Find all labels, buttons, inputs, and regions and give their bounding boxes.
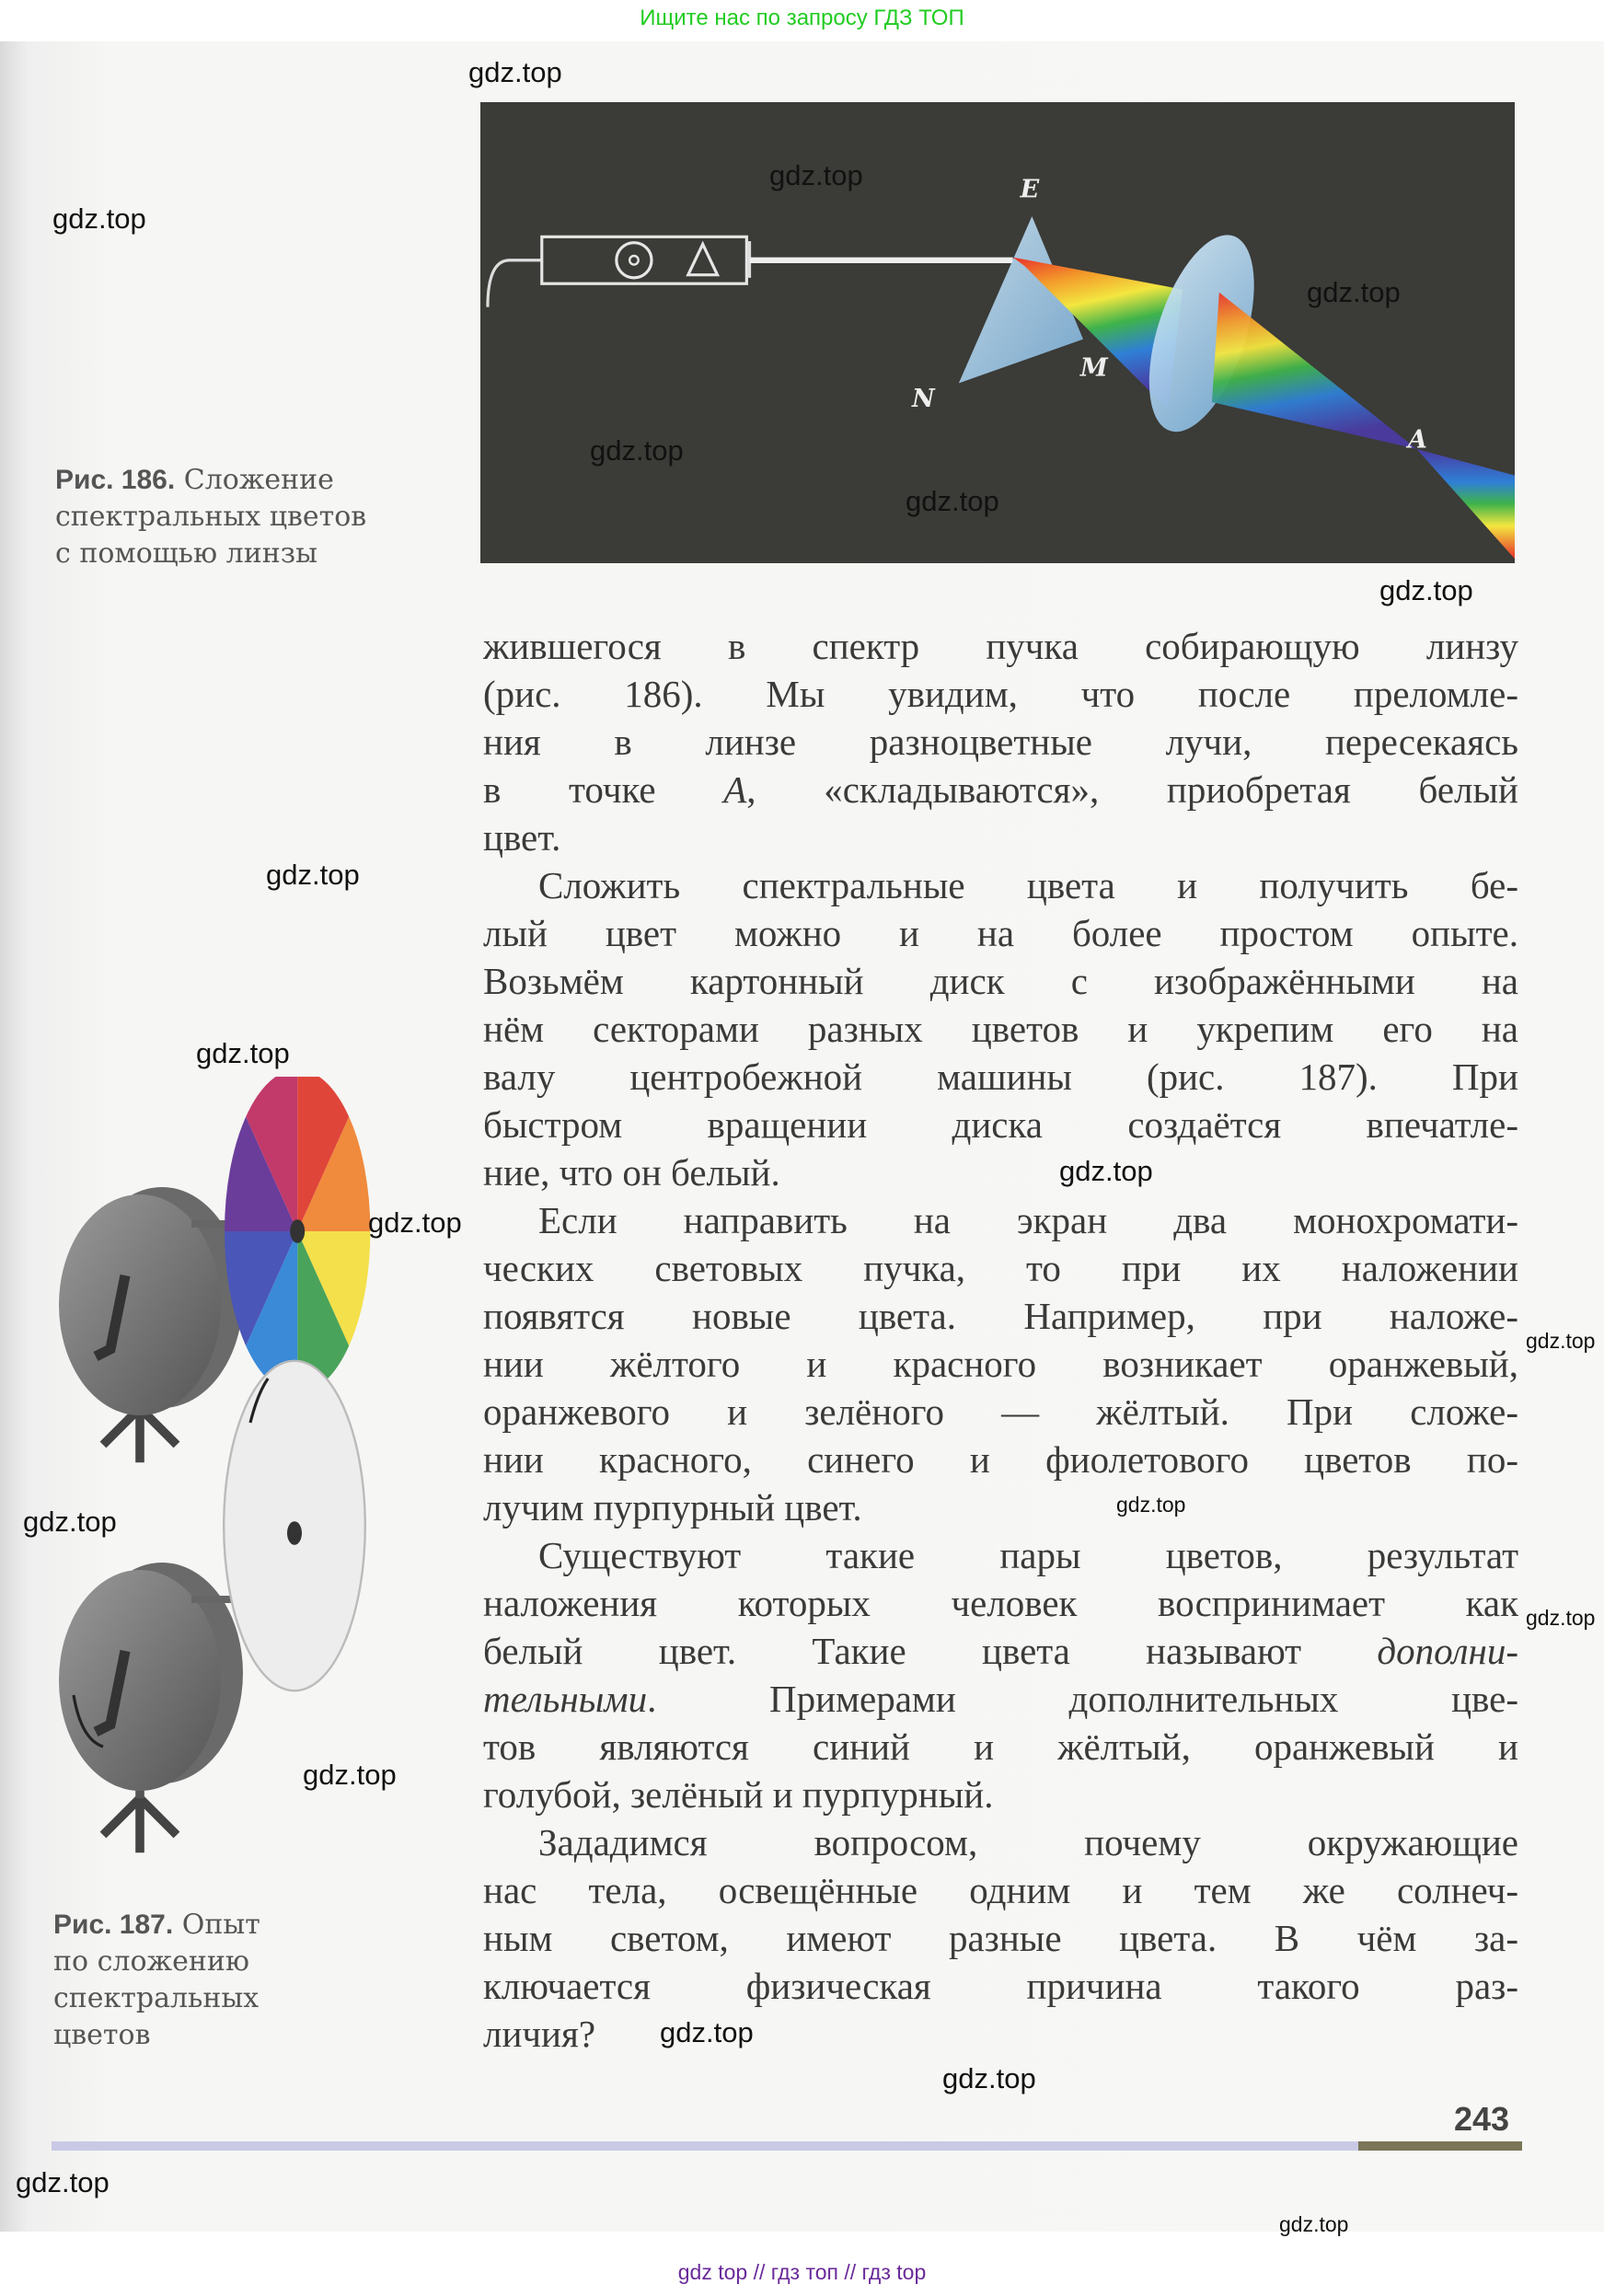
label-n: N bbox=[911, 384, 935, 413]
text-segment: Зададимся вопросом, почему окружающие bbox=[538, 1821, 1518, 1863]
text-line bbox=[483, 1866, 1518, 1914]
text-segment: ческих световых пучка, то при их наложении bbox=[483, 1247, 1518, 1289]
text-line bbox=[483, 1005, 1518, 1053]
text-segment: нём секторами разных цветов и укрепим его на bbox=[483, 1008, 1518, 1050]
text-line bbox=[483, 1244, 1518, 1292]
search-banner bbox=[0, 0, 1604, 41]
caption-number: Рис. 187. bbox=[53, 1909, 174, 1940]
text-segment: оранжевого и зелёного — жёлтый. При сложе- bbox=[483, 1390, 1518, 1433]
text-segment: жившегося в спектр пучка собирающую линзу bbox=[483, 625, 1518, 667]
text-segment: Возьмём картонный диск с изображёнными на bbox=[483, 960, 1518, 1002]
text-segment: тов являются синий и жёлтый, оранжевый и bbox=[483, 1725, 1518, 1768]
italic-term: дополни- bbox=[1377, 1630, 1518, 1672]
text-line bbox=[483, 1148, 1518, 1196]
text-line bbox=[483, 670, 1518, 718]
text-segment: в точке bbox=[483, 768, 724, 811]
watermark: gdz.top bbox=[1059, 1155, 1153, 1187]
caption-line: Опыт bbox=[181, 1909, 260, 1941]
text-segment: , «складываются», приобретая белый bbox=[746, 768, 1518, 811]
text-line bbox=[483, 1483, 1518, 1531]
text-line bbox=[483, 957, 1518, 1005]
text-line bbox=[483, 718, 1518, 766]
text-line bbox=[483, 1292, 1518, 1340]
page-divider-accent bbox=[1358, 2141, 1522, 2151]
text-line bbox=[483, 1675, 1518, 1723]
banner-text: Ищите нас по запросу ГДЗ ТОП bbox=[640, 6, 964, 30]
text-line bbox=[483, 1914, 1518, 1962]
caption-line: спектральных цветов bbox=[55, 501, 367, 533]
caption-number: Рис. 186. bbox=[55, 465, 176, 495]
text-line bbox=[483, 1531, 1518, 1579]
text-line bbox=[483, 622, 1518, 670]
text-segment: лучим пурпурный цвет. bbox=[483, 1486, 862, 1529]
watermark: gdz.top bbox=[266, 859, 360, 891]
caption-line: с помощью линзы bbox=[55, 537, 317, 570]
text-segment: ния в линзе разноцветные лучи, пересекаясь bbox=[483, 721, 1518, 763]
italic-term: тельными bbox=[483, 1678, 648, 1720]
text-line bbox=[483, 813, 1518, 861]
text-line bbox=[483, 909, 1518, 957]
watermark: gdz.top bbox=[590, 434, 684, 467]
watermark: gdz.top bbox=[906, 485, 999, 517]
watermark: gdz.top bbox=[23, 1506, 117, 1538]
text-segment: нас тела, освещённые одним и тем же солнеч- bbox=[483, 1869, 1518, 1911]
text-segment: нии красного, синего и фиолетового цветов по- bbox=[483, 1438, 1518, 1481]
text-line bbox=[483, 1101, 1518, 1148]
caption-line: цветов bbox=[53, 2019, 151, 2051]
text-line bbox=[483, 1723, 1518, 1771]
tripod-stand bbox=[103, 1798, 177, 1852]
text-segment: Существуют такие пары цветов, результат bbox=[538, 1534, 1518, 1576]
text-line bbox=[483, 1053, 1518, 1101]
label-e: E bbox=[1020, 175, 1040, 204]
text-line bbox=[483, 1771, 1518, 1818]
text-segment: (рис. 186). Мы увидим, что после преломле- bbox=[483, 673, 1518, 715]
text-segment: быстром вращении диска создаётся впечатле- bbox=[483, 1103, 1518, 1146]
text-segment: ключается физическая причина такого раз- bbox=[483, 1965, 1518, 2007]
watermark: gdz.top bbox=[1279, 2212, 1349, 2236]
text-segment: . Примерами дополнительных цве- bbox=[647, 1678, 1518, 1720]
text-line bbox=[483, 1627, 1518, 1675]
text-line bbox=[483, 1436, 1518, 1483]
text-segment: валу центробежной машины (рис. 187). При bbox=[483, 1056, 1518, 1098]
watermark: gdz.top bbox=[1116, 1493, 1186, 1517]
watermark: gdz.top bbox=[769, 159, 863, 191]
watermark: gdz.top bbox=[660, 2016, 754, 2048]
text-line bbox=[483, 1388, 1518, 1436]
watermark: gdz.top bbox=[942, 2062, 1036, 2094]
footer-links: gdz top // гдз топ // гдз top bbox=[677, 2260, 927, 2284]
text-segment: белый цвет. Такие цвета называют bbox=[483, 1630, 1378, 1672]
tripod-stand bbox=[103, 1408, 177, 1462]
text-line bbox=[483, 1340, 1518, 1388]
label-a: A bbox=[1407, 425, 1427, 455]
figure-187-caption bbox=[53, 1907, 260, 2054]
caption-line: спектральных bbox=[53, 1982, 260, 2014]
text-line bbox=[483, 1579, 1518, 1627]
text-line bbox=[483, 2010, 1518, 2058]
watermark: gdz.top bbox=[196, 1037, 290, 1069]
text-line bbox=[483, 861, 1518, 909]
text-segment: ным светом, имеют разные цвета. В чём за- bbox=[483, 1917, 1518, 1959]
text-segment: ние, что он белый. bbox=[483, 1151, 780, 1194]
watermark: gdz.top bbox=[16, 2166, 110, 2198]
watermark: gdz.top bbox=[1307, 276, 1401, 308]
italic-term: A bbox=[723, 768, 747, 811]
text-segment: Если направить на экран два монохромати- bbox=[538, 1199, 1518, 1241]
figure-186-caption bbox=[55, 462, 366, 572]
watermark: gdz.top bbox=[1526, 1329, 1596, 1353]
text-segment: появятся новые цвета. Например, при наложе- bbox=[483, 1295, 1518, 1337]
page-number: 243 bbox=[1454, 2100, 1510, 2138]
text-segment: голубой, зелёный и пурпурный. bbox=[483, 1773, 994, 1816]
body-text bbox=[483, 622, 1518, 2058]
text-segment: наложения которых человек воспринимает как bbox=[483, 1582, 1518, 1624]
disk-hub bbox=[290, 1219, 305, 1243]
watermark: gdz.top bbox=[368, 1206, 462, 1239]
text-line bbox=[483, 766, 1518, 813]
label-m: M bbox=[1079, 353, 1108, 383]
disk-hub bbox=[287, 1521, 302, 1545]
watermark: gdz.top bbox=[52, 202, 146, 235]
caption-line: Сложение bbox=[183, 464, 334, 496]
page-divider bbox=[52, 2141, 1358, 2151]
watermark: gdz.top bbox=[468, 56, 562, 88]
text-line bbox=[483, 1196, 1518, 1244]
text-line bbox=[483, 1962, 1518, 2010]
text-segment: нии жёлтого и красного возникает оранжевый, bbox=[483, 1343, 1518, 1385]
text-segment: лый цвет можно и на более простом опыте. bbox=[483, 912, 1518, 954]
caption-line: по сложению bbox=[53, 1945, 249, 1978]
text-line bbox=[483, 1818, 1518, 1866]
text-segment: цвет. bbox=[483, 816, 561, 859]
watermark: gdz.top bbox=[303, 1759, 397, 1791]
watermark: gdz.top bbox=[1526, 1606, 1596, 1630]
text-segment: личия? bbox=[483, 2013, 596, 2055]
text-segment: Сложить спектральные цвета и получить бе- bbox=[538, 864, 1518, 906]
watermark: gdz.top bbox=[1379, 574, 1473, 606]
